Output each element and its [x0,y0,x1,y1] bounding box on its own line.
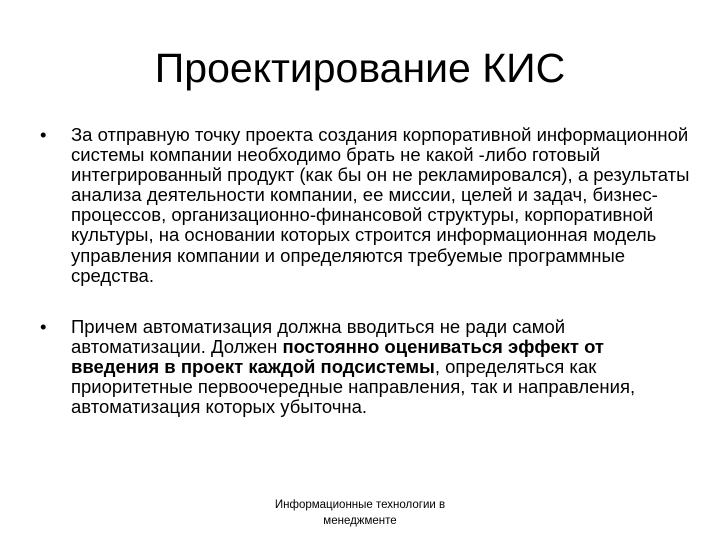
slide-title: Проектирование КИС [154,45,566,91]
footer-line: Информационные технологии в [274,499,446,511]
footer-line: менеджменте [323,515,397,527]
bullet-marker: • [40,124,47,145]
bullet-item-2 [40,317,690,417]
bullet-text: За отправную точку проекта создания корпоративной информационной системы компании необходимо брать не какой -либо готовый интегрированный продукт (как бы он не рекламировался), а результаты анализа деятельности компании, ее миссии, целей и задач, бизнес-процессов, организационно-финансовой структуры, корпоративной культуры, на основании которых строится информационная модель управления компании и определяются требуемые программные средства. [71,124,690,286]
bullet-text-part: Причем автоматизация должна вводиться не ради самой автоматизации. Должен [71,315,566,357]
bullet-item-1 [40,125,690,286]
slide-footer [240,497,480,529]
bullet-marker: • [40,315,47,337]
bullet-list [40,125,690,417]
bullet-bold-text: постоянно оцениваться эффект от введения в проект каждой подсистемы [71,335,604,377]
bullet-text-part: , определяться как приоритетные первоочередные направления, так и направления, автоматизация которых убыточна. [71,355,636,418]
